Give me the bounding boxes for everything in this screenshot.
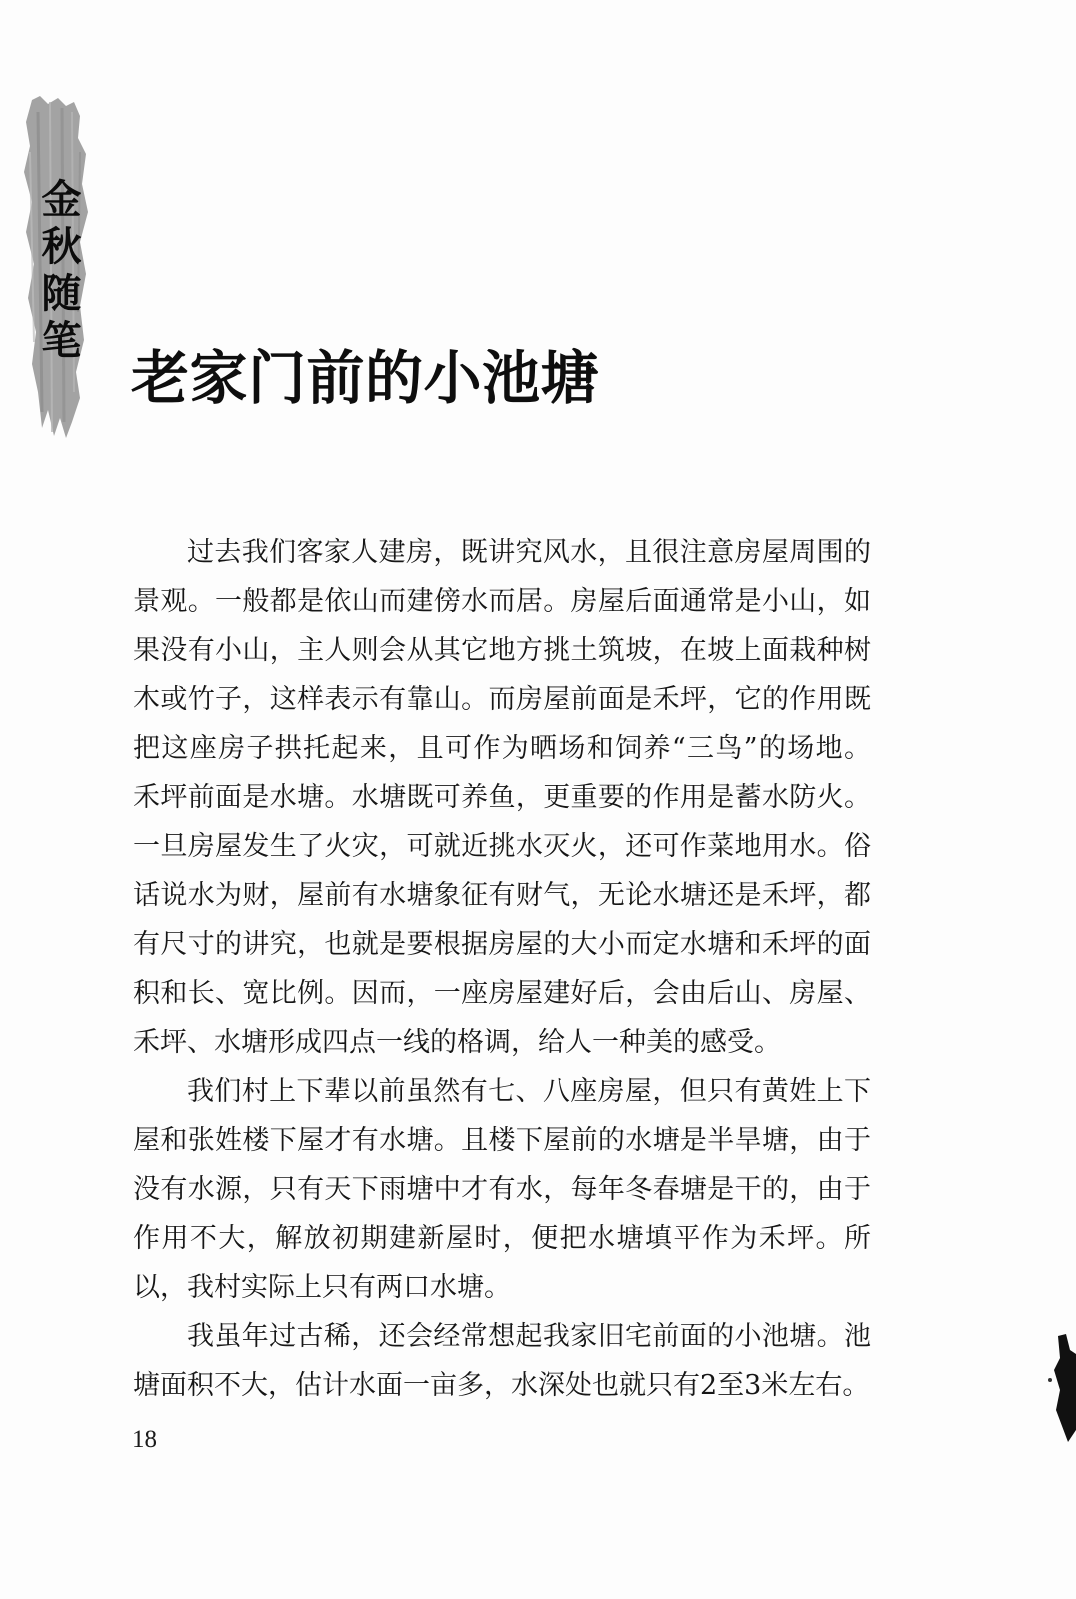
text-line: 把这座房子拱托起来，且可作为晒场和饲养“三鸟”的场地。 [133,733,871,764]
text-line: 景观。一般都是依山而建傍水而居。房屋后面通常是小山，如 [133,586,871,617]
text-line: 禾坪、水塘形成四点一线的格调，给人一种美的感受。 [133,1027,781,1058]
text-line: 一旦房屋发生了火灾，可就近挑水灭火，还可作菜地用水。俗 [133,831,871,862]
text-line: 过去我们客家人建房，既讲究风水，且很注意房屋周围的 [187,537,871,568]
text-line: 塘面积不大，估计水面一亩多，水深处也就只有2至3米左右。 [133,1370,870,1401]
paragraph [133,528,871,1067]
paragraph [133,1067,871,1312]
text-line: 屋和张姓楼下屋才有水塘。且楼下屋前的水塘是半旱塘，由于 [133,1125,871,1156]
text-line: 以，我村实际上只有两口水塘。 [133,1272,511,1303]
page-title: 老家门前的小池塘 [131,344,600,412]
text-line: 果没有小山，主人则会从其它地方挑土筑坡，在坡上面栽种树 [133,635,871,666]
text-line: 作用不大，解放初期建新屋时，便把水塘填平作为禾坪。所 [133,1223,871,1254]
article-body [133,528,871,1410]
text-line: 积和长、宽比例。因而，一座房屋建好后，会由后山、房屋、 [133,978,871,1009]
text-line: 禾坪前面是水塘。水塘既可养鱼，更重要的作用是蓄水防火。 [133,782,871,813]
text-line: 我虽年过古稀，还会经常想起我家旧宅前面的小池塘。池 [187,1321,871,1352]
text-line: 没有水源，只有天下雨塘中才有水，每年冬春塘是干的，由于 [133,1174,871,1205]
series-tag-text: 金秋随笔 [35,178,82,366]
text-line: 木或竹子，这样表示有靠山。而房屋前面是禾坪，它的作用既 [133,684,871,715]
text-line: 有尺寸的讲究，也就是要根据房屋的大小而定水塘和禾坪的面 [133,929,871,960]
text-line: 话说水为财，屋前有水塘象征有财气，无论水塘还是禾坪，都 [133,880,871,911]
text-line: 我们村上下辈以前虽然有七、八座房屋，但只有黄姓上下 [187,1076,871,1107]
scan-edge-mark [1036,1330,1076,1450]
series-tag [14,92,100,442]
page-number: 18 [132,1426,157,1453]
paragraph [133,1312,871,1410]
